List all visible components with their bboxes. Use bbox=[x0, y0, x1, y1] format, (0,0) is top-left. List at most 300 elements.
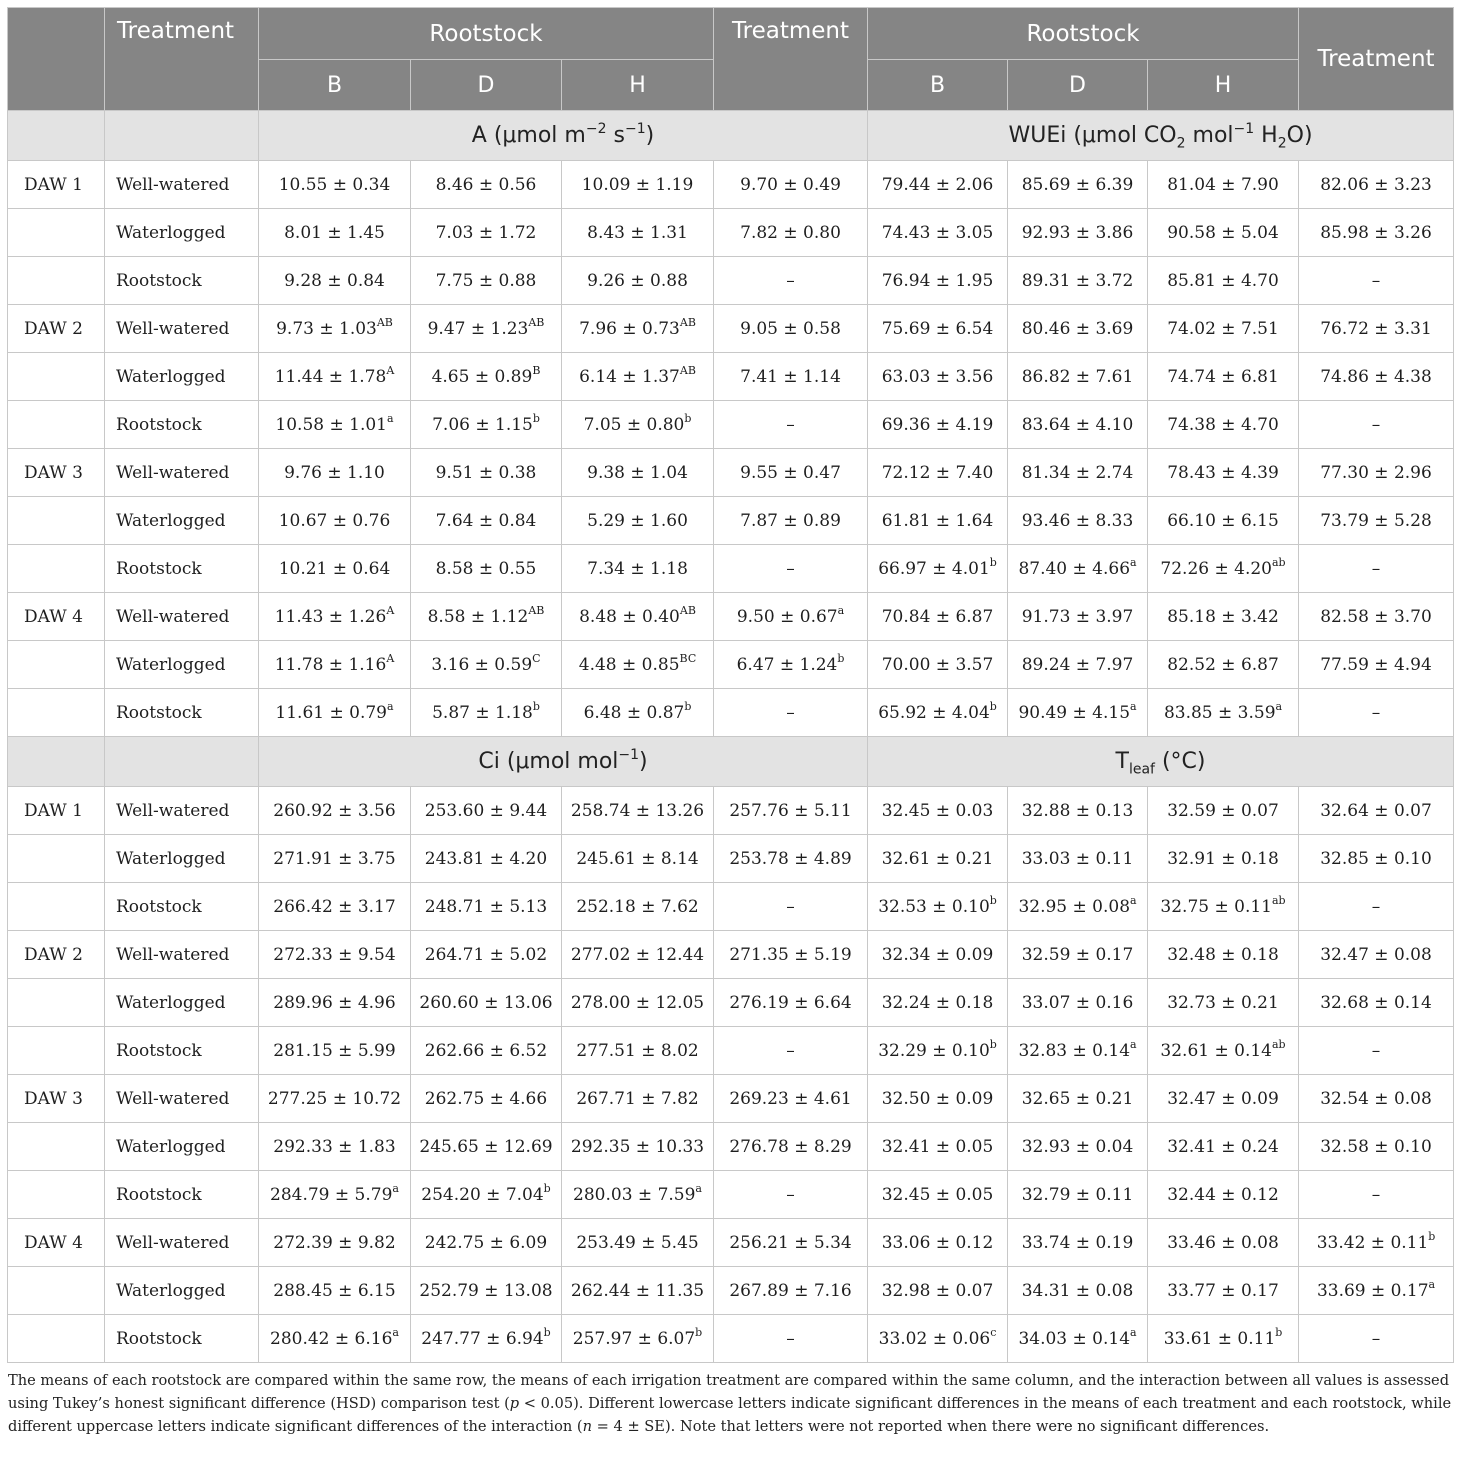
table-row bbox=[8, 1171, 1454, 1219]
value-cell bbox=[259, 1315, 411, 1363]
value-cell bbox=[1148, 641, 1299, 689]
cell-value: 73.79 ± 5.28 bbox=[1320, 510, 1432, 531]
cell-value: 252.79 ± 13.08 bbox=[419, 1280, 553, 1301]
day-cell bbox=[8, 835, 105, 883]
cell-value: 90.58 ± 5.04 bbox=[1167, 222, 1279, 243]
treatment-cell: Waterlogged bbox=[105, 209, 259, 257]
value-cell bbox=[562, 1171, 714, 1219]
cell-value: 258.74 ± 13.26 bbox=[570, 800, 705, 821]
cell-value: 5.29 ± 1.60 bbox=[587, 510, 688, 531]
cell-value: 78.43 ± 4.39 bbox=[1167, 462, 1279, 483]
treatment-cell: Well-watered bbox=[105, 593, 259, 641]
value-cell bbox=[411, 835, 562, 883]
value-cell bbox=[714, 979, 868, 1027]
significance-letter: a bbox=[392, 1181, 399, 1195]
cell-value: 9.55 ± 0.47 bbox=[740, 462, 841, 483]
value-cell bbox=[868, 1027, 1008, 1075]
value-cell bbox=[714, 1123, 868, 1171]
value-cell bbox=[411, 161, 562, 209]
value-cell bbox=[1299, 1171, 1454, 1219]
value-cell bbox=[259, 835, 411, 883]
value-cell bbox=[259, 1171, 411, 1219]
cell-value: 9.50 ± 0.67 bbox=[736, 606, 838, 627]
cell-value: 32.83 ± 0.14 bbox=[1018, 1040, 1131, 1061]
value-cell bbox=[868, 257, 1008, 305]
table-row bbox=[8, 689, 1454, 737]
value-cell bbox=[1148, 593, 1299, 641]
value-cell bbox=[259, 401, 411, 449]
header-rootstock-b: B bbox=[259, 60, 411, 111]
cell-value: – bbox=[1371, 702, 1381, 723]
cell-value: 247.77 ± 6.94 bbox=[421, 1328, 544, 1349]
cell-value: 32.24 ± 0.18 bbox=[881, 992, 994, 1013]
cell-value: 272.39 ± 9.82 bbox=[273, 1232, 396, 1253]
section-title-text: ) bbox=[645, 123, 655, 148]
value-cell bbox=[1008, 545, 1148, 593]
table-row bbox=[8, 497, 1454, 545]
significance-letter: b bbox=[989, 699, 997, 713]
cell-value: – bbox=[1371, 1328, 1381, 1349]
significance-letter: b bbox=[532, 411, 540, 425]
significance-letter: b bbox=[989, 555, 997, 569]
value-cell bbox=[868, 545, 1008, 593]
value-cell bbox=[562, 497, 714, 545]
significance-letter: b bbox=[989, 893, 997, 907]
value-cell bbox=[1008, 1075, 1148, 1123]
treatment-cell: Waterlogged bbox=[105, 979, 259, 1027]
value-cell bbox=[1299, 209, 1454, 257]
value-cell bbox=[1299, 979, 1454, 1027]
value-cell bbox=[1148, 497, 1299, 545]
value-cell bbox=[1299, 1267, 1454, 1315]
cell-value: 85.69 ± 6.39 bbox=[1021, 174, 1134, 195]
cell-value: 277.51 ± 8.02 bbox=[576, 1040, 699, 1061]
cell-value: 33.46 ± 0.08 bbox=[1167, 1232, 1279, 1253]
section-blank-cell bbox=[105, 737, 259, 787]
day-cell bbox=[8, 209, 105, 257]
cell-value: 82.58 ± 3.70 bbox=[1320, 606, 1432, 627]
value-cell bbox=[714, 497, 868, 545]
cell-value: 260.60 ± 13.06 bbox=[419, 992, 553, 1013]
cell-value: 292.35 ± 10.33 bbox=[570, 1136, 705, 1157]
value-cell bbox=[1008, 353, 1148, 401]
value-cell bbox=[411, 787, 562, 835]
value-cell bbox=[411, 401, 562, 449]
value-cell bbox=[868, 449, 1008, 497]
value-cell bbox=[1148, 1315, 1299, 1363]
value-cell bbox=[1299, 353, 1454, 401]
cell-value: 82.06 ± 3.23 bbox=[1320, 174, 1432, 195]
cell-value: 7.82 ± 0.80 bbox=[740, 222, 841, 243]
value-cell bbox=[562, 545, 714, 593]
cell-value: – bbox=[786, 896, 795, 917]
cell-value: 253.49 ± 5.45 bbox=[576, 1232, 699, 1253]
significance-letter: C bbox=[532, 651, 541, 665]
cell-value: 33.61 ± 0.11 bbox=[1163, 1328, 1276, 1349]
treatment-cell: Well-watered bbox=[105, 1075, 259, 1123]
header-treatment-mid: Treatment bbox=[714, 8, 868, 111]
cell-value: 33.03 ± 0.11 bbox=[1021, 848, 1134, 869]
section-title-right bbox=[868, 111, 1454, 161]
cell-value: 61.81 ± 1.64 bbox=[881, 510, 994, 531]
value-cell bbox=[714, 257, 868, 305]
value-cell bbox=[1008, 449, 1148, 497]
value-cell bbox=[259, 209, 411, 257]
table-row bbox=[8, 641, 1454, 689]
value-cell bbox=[868, 883, 1008, 931]
value-cell bbox=[411, 689, 562, 737]
significance-letter: b bbox=[695, 1325, 703, 1339]
cell-value: 91.73 ± 3.97 bbox=[1021, 606, 1134, 627]
cell-value: 87.40 ± 4.66 bbox=[1018, 558, 1131, 579]
value-cell bbox=[1299, 497, 1454, 545]
value-cell bbox=[411, 1267, 562, 1315]
value-cell bbox=[411, 883, 562, 931]
value-cell bbox=[411, 353, 562, 401]
value-cell bbox=[562, 641, 714, 689]
significance-letter: AB bbox=[528, 315, 545, 329]
cell-value: 8.58 ± 1.12 bbox=[427, 606, 529, 627]
cell-value: 271.35 ± 5.19 bbox=[729, 944, 852, 965]
value-cell bbox=[562, 1315, 714, 1363]
cell-value: 6.47 ± 1.24 bbox=[736, 654, 838, 675]
cell-value: 32.47 ± 0.09 bbox=[1167, 1088, 1279, 1109]
significance-letter: a bbox=[1130, 893, 1137, 907]
cell-value: 7.64 ± 0.84 bbox=[435, 510, 537, 531]
cell-value: 281.15 ± 5.99 bbox=[273, 1040, 396, 1061]
cell-value: 245.61 ± 8.14 bbox=[576, 848, 699, 869]
value-cell bbox=[714, 1315, 868, 1363]
value-cell bbox=[411, 497, 562, 545]
cell-value: 280.03 ± 7.59 bbox=[573, 1184, 696, 1205]
value-cell bbox=[1299, 545, 1454, 593]
value-cell bbox=[1299, 883, 1454, 931]
cell-value: 32.50 ± 0.09 bbox=[881, 1088, 994, 1109]
value-cell bbox=[868, 641, 1008, 689]
cell-value: 92.93 ± 3.86 bbox=[1021, 222, 1134, 243]
value-cell bbox=[868, 931, 1008, 979]
cell-value: 267.71 ± 7.82 bbox=[576, 1088, 699, 1109]
header-rootstock-b: B bbox=[868, 60, 1008, 111]
significance-letter: b bbox=[532, 699, 540, 713]
treatment-cell: Rootstock bbox=[105, 1171, 259, 1219]
value-cell bbox=[714, 401, 868, 449]
day-cell bbox=[8, 1027, 105, 1075]
cell-value: 8.01 ± 1.45 bbox=[284, 222, 385, 243]
value-cell bbox=[1008, 787, 1148, 835]
treatment-cell: Waterlogged bbox=[105, 835, 259, 883]
cell-value: 4.65 ± 0.89 bbox=[431, 366, 533, 387]
cell-value: 66.10 ± 6.15 bbox=[1167, 510, 1279, 531]
cell-value: 72.26 ± 4.20 bbox=[1160, 558, 1272, 579]
day-cell bbox=[8, 641, 105, 689]
value-cell bbox=[868, 353, 1008, 401]
value-cell bbox=[1008, 209, 1148, 257]
cell-value: 9.38 ± 1.04 bbox=[587, 462, 688, 483]
cell-value: 32.29 ± 0.10 bbox=[878, 1040, 990, 1061]
table-row bbox=[8, 209, 1454, 257]
cell-value: – bbox=[786, 1184, 795, 1205]
significance-letter: AB bbox=[679, 603, 696, 617]
cell-value: 277.25 ± 10.72 bbox=[267, 1088, 402, 1109]
value-cell bbox=[1299, 401, 1454, 449]
value-cell bbox=[1008, 1123, 1148, 1171]
cell-value: 63.03 ± 3.56 bbox=[881, 366, 994, 387]
cell-value: 72.12 ± 7.40 bbox=[881, 462, 994, 483]
value-cell bbox=[714, 1219, 868, 1267]
cell-value: 11.44 ± 1.78 bbox=[274, 366, 387, 387]
cell-value: 9.73 ± 1.03 bbox=[276, 318, 377, 339]
cell-value: 85.18 ± 3.42 bbox=[1167, 606, 1279, 627]
cell-value: 276.78 ± 8.29 bbox=[729, 1136, 852, 1157]
cell-value: 266.42 ± 3.17 bbox=[273, 896, 396, 917]
value-cell bbox=[562, 1267, 714, 1315]
value-cell bbox=[1148, 305, 1299, 353]
value-cell bbox=[1148, 353, 1299, 401]
value-cell bbox=[714, 641, 868, 689]
header-row-1 bbox=[8, 8, 1454, 60]
cell-value: 260.92 ± 3.56 bbox=[273, 800, 396, 821]
treatment-cell: Well-watered bbox=[105, 787, 259, 835]
value-cell bbox=[1008, 883, 1148, 931]
cell-value: 9.47 ± 1.23 bbox=[427, 318, 529, 339]
significance-letter: BC bbox=[679, 651, 697, 665]
day-cell bbox=[8, 497, 105, 545]
treatment-cell: Waterlogged bbox=[105, 497, 259, 545]
footnote-part1: The means of each rootstock are compared within the same row, the means of each irrigation treatment are compared within the same column, and the interaction between all values is assessed using Tukey’s honest significant difference (HSD) comparison test ( bbox=[8, 1372, 1450, 1412]
cell-value: 9.70 ± 0.49 bbox=[740, 174, 841, 195]
section-title-sup: −1 bbox=[1233, 120, 1255, 137]
cell-value: 90.49 ± 4.15 bbox=[1018, 702, 1131, 723]
value-cell bbox=[1148, 401, 1299, 449]
value-cell bbox=[411, 641, 562, 689]
value-cell bbox=[1299, 305, 1454, 353]
cell-value: 262.44 ± 11.35 bbox=[570, 1280, 705, 1301]
value-cell bbox=[411, 1075, 562, 1123]
cell-value: 292.33 ± 1.83 bbox=[273, 1136, 396, 1157]
value-cell bbox=[562, 689, 714, 737]
significance-letter: a bbox=[837, 603, 845, 617]
cell-value: 32.58 ± 0.10 bbox=[1320, 1136, 1432, 1157]
value-cell bbox=[1008, 835, 1148, 883]
value-cell bbox=[1008, 1219, 1148, 1267]
table-row bbox=[8, 1315, 1454, 1363]
cell-value: 76.72 ± 3.31 bbox=[1320, 318, 1432, 339]
cell-value: 7.05 ± 0.80 bbox=[583, 414, 685, 435]
cell-value: 252.18 ± 7.62 bbox=[576, 896, 699, 917]
section-header-row bbox=[8, 111, 1454, 161]
table-row bbox=[8, 835, 1454, 883]
treatment-cell: Well-watered bbox=[105, 449, 259, 497]
cell-value: 32.41 ± 0.24 bbox=[1167, 1136, 1279, 1157]
cell-value: 7.41 ± 1.14 bbox=[740, 366, 841, 387]
day-cell: DAW 4 bbox=[8, 1219, 105, 1267]
significance-letter: c bbox=[990, 1325, 997, 1339]
value-cell bbox=[714, 1171, 868, 1219]
cell-value: 245.65 ± 12.69 bbox=[419, 1136, 553, 1157]
day-cell bbox=[8, 689, 105, 737]
value-cell bbox=[714, 161, 868, 209]
cell-value: 83.85 ± 3.59 bbox=[1163, 702, 1276, 723]
value-cell bbox=[259, 1219, 411, 1267]
significance-letter: a bbox=[1130, 1037, 1137, 1051]
cell-value: 3.16 ± 0.59 bbox=[431, 654, 533, 675]
value-cell bbox=[562, 1075, 714, 1123]
cell-value: 288.45 ± 6.15 bbox=[273, 1280, 396, 1301]
cell-value: 276.19 ± 6.64 bbox=[729, 992, 852, 1013]
treatment-cell: Well-watered bbox=[105, 1219, 259, 1267]
value-cell bbox=[714, 209, 868, 257]
cell-value: 93.46 ± 8.33 bbox=[1021, 510, 1134, 531]
table-row bbox=[8, 883, 1454, 931]
cell-value: – bbox=[786, 1040, 795, 1061]
cell-value: 32.48 ± 0.18 bbox=[1167, 944, 1279, 965]
value-cell bbox=[562, 161, 714, 209]
value-cell bbox=[562, 931, 714, 979]
footnote-part3: = 4 ± SE). Note that letters were not reported when there were no significant differences. bbox=[592, 1418, 1270, 1435]
table-row bbox=[8, 401, 1454, 449]
cell-value: 74.86 ± 4.38 bbox=[1320, 366, 1432, 387]
cell-value: 10.67 ± 0.76 bbox=[278, 510, 391, 531]
value-cell bbox=[868, 1219, 1008, 1267]
value-cell bbox=[1148, 1123, 1299, 1171]
value-cell bbox=[1148, 835, 1299, 883]
value-cell bbox=[1299, 1027, 1454, 1075]
footnote-part2: < 0.05). Different lowercase letters indicate significant differences in the means of each treatment and each rootstock, while different uppercase letters indicate significant differences of the interaction ( bbox=[8, 1395, 1452, 1435]
cell-value: 256.21 ± 5.34 bbox=[729, 1232, 852, 1253]
cell-value: 33.69 ± 0.17 bbox=[1316, 1280, 1429, 1301]
cell-value: – bbox=[786, 1328, 795, 1349]
section-title-text: mol bbox=[1185, 123, 1234, 148]
value-cell bbox=[868, 593, 1008, 641]
treatment-cell: Waterlogged bbox=[105, 1267, 259, 1315]
section-header-row bbox=[8, 737, 1454, 787]
cell-value: 65.92 ± 4.04 bbox=[878, 702, 990, 723]
value-cell bbox=[562, 979, 714, 1027]
value-cell bbox=[411, 1171, 562, 1219]
cell-value: 32.73 ± 0.21 bbox=[1167, 992, 1279, 1013]
section-blank-cell bbox=[8, 111, 105, 161]
cell-value: 81.34 ± 2.74 bbox=[1021, 462, 1134, 483]
cell-value: 32.47 ± 0.08 bbox=[1320, 944, 1432, 965]
value-cell bbox=[1008, 931, 1148, 979]
value-cell bbox=[714, 835, 868, 883]
header-rootstock-left: Rootstock bbox=[259, 8, 714, 60]
value-cell bbox=[868, 161, 1008, 209]
value-cell bbox=[562, 1219, 714, 1267]
cell-value: 83.64 ± 4.10 bbox=[1021, 414, 1134, 435]
value-cell bbox=[411, 305, 562, 353]
header-blank-cell bbox=[8, 8, 105, 111]
section-title-right bbox=[868, 737, 1454, 787]
table-row bbox=[8, 161, 1454, 209]
section-title-text: A (μmol m bbox=[471, 123, 586, 148]
cell-value: 242.75 ± 6.09 bbox=[424, 1232, 548, 1253]
cell-value: 33.02 ± 0.06 bbox=[878, 1328, 991, 1349]
value-cell bbox=[714, 593, 868, 641]
day-cell: DAW 1 bbox=[8, 787, 105, 835]
significance-letter: b bbox=[989, 1037, 997, 1051]
section-title-text: (°C) bbox=[1154, 749, 1206, 774]
cell-value: 9.05 ± 0.58 bbox=[740, 318, 841, 339]
treatment-cell: Well-watered bbox=[105, 931, 259, 979]
value-cell bbox=[714, 449, 868, 497]
header-rootstock-right: Rootstock bbox=[868, 8, 1299, 60]
value-cell bbox=[562, 305, 714, 353]
cell-value: 289.96 ± 4.96 bbox=[273, 992, 396, 1013]
cell-value: – bbox=[786, 414, 795, 435]
cell-value: 7.06 ± 1.15 bbox=[432, 414, 533, 435]
value-cell bbox=[259, 931, 411, 979]
cell-value: – bbox=[1371, 270, 1381, 291]
table-container bbox=[7, 7, 1453, 1438]
table-row bbox=[8, 979, 1454, 1027]
value-cell bbox=[1299, 161, 1454, 209]
value-cell bbox=[411, 979, 562, 1027]
section-title-text: H bbox=[1254, 123, 1278, 148]
value-cell bbox=[411, 1315, 562, 1363]
cell-value: 74.02 ± 7.51 bbox=[1167, 318, 1279, 339]
footnote-n-symbol: n bbox=[582, 1418, 593, 1435]
cell-value: 34.31 ± 0.08 bbox=[1021, 1280, 1134, 1301]
cell-value: 9.76 ± 1.10 bbox=[284, 462, 385, 483]
cell-value: 32.61 ± 0.21 bbox=[881, 848, 994, 869]
cell-value: 32.45 ± 0.05 bbox=[881, 1184, 994, 1205]
cell-value: 32.75 ± 0.11 bbox=[1160, 896, 1272, 917]
value-cell bbox=[562, 257, 714, 305]
table-row bbox=[8, 1267, 1454, 1315]
value-cell bbox=[1148, 545, 1299, 593]
treatment-cell: Waterlogged bbox=[105, 1123, 259, 1171]
treatment-cell: Well-watered bbox=[105, 161, 259, 209]
section-title-text: ) bbox=[639, 749, 648, 774]
significance-letter: a bbox=[1428, 1277, 1436, 1291]
value-cell bbox=[1008, 689, 1148, 737]
cell-value: 272.33 ± 9.54 bbox=[273, 944, 396, 965]
value-cell bbox=[1008, 641, 1148, 689]
value-cell bbox=[1148, 161, 1299, 209]
cell-value: – bbox=[1371, 1040, 1381, 1061]
section-title-sub: 2 bbox=[1277, 135, 1287, 152]
value-cell bbox=[1008, 401, 1148, 449]
significance-letter: A bbox=[386, 363, 395, 377]
cell-value: 74.43 ± 3.05 bbox=[881, 222, 994, 243]
section-title-sub: leaf bbox=[1128, 761, 1155, 778]
cell-value: 4.48 ± 0.85 bbox=[578, 654, 680, 675]
cell-value: 32.85 ± 0.10 bbox=[1320, 848, 1432, 869]
day-cell: DAW 2 bbox=[8, 305, 105, 353]
cell-value: 33.42 ± 0.11 bbox=[1316, 1232, 1429, 1253]
value-cell bbox=[1148, 1171, 1299, 1219]
value-cell bbox=[714, 1267, 868, 1315]
cell-value: 264.71 ± 5.02 bbox=[424, 944, 548, 965]
significance-letter: b bbox=[1428, 1229, 1436, 1243]
cell-value: 81.04 ± 7.90 bbox=[1167, 174, 1279, 195]
value-cell bbox=[868, 305, 1008, 353]
cell-value: 7.03 ± 1.72 bbox=[435, 222, 537, 243]
cell-value: 5.87 ± 1.18 bbox=[432, 702, 533, 723]
day-cell bbox=[8, 1171, 105, 1219]
value-cell bbox=[1299, 931, 1454, 979]
cell-value: 32.64 ± 0.07 bbox=[1320, 800, 1432, 821]
cell-value: 32.54 ± 0.08 bbox=[1320, 1088, 1432, 1109]
cell-value: 33.77 ± 0.17 bbox=[1167, 1280, 1279, 1301]
value-cell bbox=[562, 449, 714, 497]
cell-value: 8.43 ± 1.31 bbox=[587, 222, 688, 243]
section-title-left bbox=[259, 737, 868, 787]
value-cell bbox=[259, 545, 411, 593]
value-cell bbox=[411, 593, 562, 641]
